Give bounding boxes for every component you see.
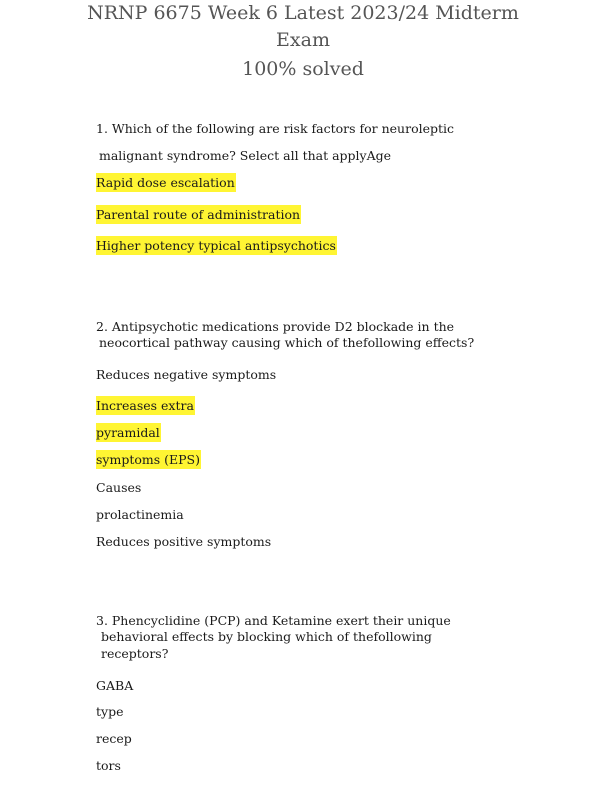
document-subtitle: 100% solved bbox=[242, 58, 364, 80]
highlighted-answer: Higher potency typical antipsychotics bbox=[96, 238, 336, 253]
question-3-option-1: GABA bbox=[96, 678, 134, 693]
highlighted-answer: symptoms (EPS) bbox=[96, 452, 200, 467]
question-2-option-3 bbox=[96, 424, 161, 441]
question-2-option-6: prolactinemia bbox=[96, 507, 184, 522]
question-2-option-1: Reduces negative symptoms bbox=[96, 367, 277, 382]
question-3-option-4: tors bbox=[96, 758, 121, 773]
document-title-line-2: Exam bbox=[276, 29, 330, 51]
question-1-stem-line-1: 1. Which of the following are risk factors for neuroleptic bbox=[96, 121, 455, 136]
question-1-option-2 bbox=[96, 206, 301, 223]
document-title-line-1: NRNP 6675 Week 6 Latest 2023/24 Midterm bbox=[87, 2, 519, 24]
question-1-option-3 bbox=[96, 237, 337, 254]
highlighted-answer: Increases extra bbox=[96, 398, 194, 413]
question-2-stem-line-2: neocortical pathway causing which of thefollowing effects? bbox=[99, 335, 475, 350]
question-3-option-2: type bbox=[96, 704, 124, 719]
highlighted-answer: Rapid dose escalation bbox=[96, 175, 235, 190]
question-3-stem-line-3: receptors? bbox=[101, 646, 169, 661]
question-2-option-4 bbox=[96, 451, 201, 468]
question-3-option-3: recep bbox=[96, 731, 132, 746]
question-3-stem-line-1: 3. Phencyclidine (PCP) and Ketamine exert their unique bbox=[96, 613, 451, 628]
question-2-option-2 bbox=[96, 397, 195, 414]
question-1-stem-line-2: malignant syndrome? Select all that applyAge bbox=[99, 148, 392, 163]
question-2-option-5: Causes bbox=[96, 480, 142, 495]
question-1-option-1 bbox=[96, 174, 236, 191]
question-3-stem-line-2: behavioral effects by blocking which of thefollowing bbox=[101, 629, 432, 644]
highlighted-answer: Parental route of administration bbox=[96, 207, 301, 222]
question-2-option-7: Reduces positive symptoms bbox=[96, 534, 272, 549]
question-2-stem-line-1: 2. Antipsychotic medications provide D2 blockade in the bbox=[96, 319, 455, 334]
highlighted-answer: pyramidal bbox=[96, 425, 160, 440]
